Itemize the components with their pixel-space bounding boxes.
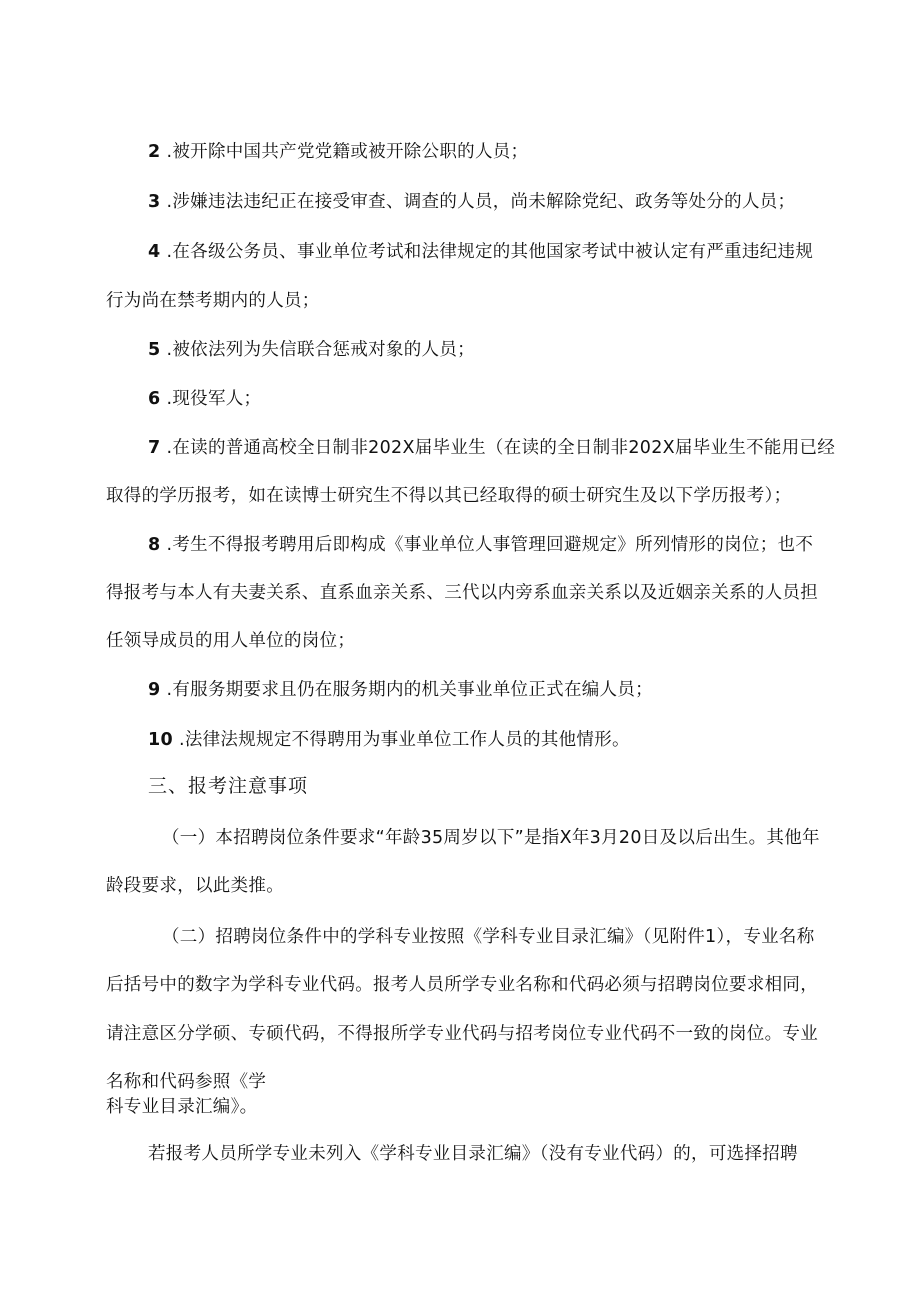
item-number: 5 (148, 340, 161, 360)
list-item-continuation: 任领导成员的用人单位的岗位； (106, 631, 356, 651)
list-item (148, 678, 846, 702)
list-item (148, 190, 846, 214)
list-item (148, 387, 846, 411)
item-text: .在读的普通高校全日制非202X届毕业生（在读的全日制非202X届毕业生不能用已经 (166, 438, 836, 458)
list-item (148, 436, 846, 460)
item-text: .现役军人； (166, 389, 262, 409)
list-item-continuation: 行为尚在禁考期内的人员； (106, 291, 320, 311)
list-item (148, 240, 846, 264)
item-text: .被依法列为失信联合惩戒对象的人员； (166, 340, 475, 360)
item-text: .法律法规规定不得聘用为事业单位工作人员的其他情形。 (178, 730, 630, 750)
list-item (148, 533, 846, 557)
section-heading: 三、报考注意事项 (148, 775, 309, 797)
item-number: 8 (148, 535, 161, 555)
paragraph-line: 后括号中的数字为学科专业代码。报考人员所学专业名称和代码必须与招聘岗位要求相同， (106, 975, 818, 995)
paragraph-line: （一）本招聘岗位条件要求“年龄35周岁以下”是指X年3月20日及以后出生。其他年 (162, 828, 820, 848)
item-number: 10 (148, 730, 173, 750)
item-text: .在各级公务员、事业单位考试和法律规定的其他国家考试中被认定有严重违纪违规 (166, 242, 814, 262)
item-text: .涉嫌违法违纪正在接受审查、调查的人员，尚未解除党纪、政务等处分的人员； (166, 192, 796, 212)
paragraph-line: 龄段要求，以此类推。 (106, 876, 284, 896)
item-text: .有服务期要求且仍在服务期内的机关事业单位正式在编人员； (166, 680, 653, 700)
item-text: .考生不得报考聘用后即构成《事业单位人事管理回避规定》所列情形的岗位；也不 (166, 535, 814, 555)
item-number: 7 (148, 438, 161, 458)
list-item (148, 338, 846, 362)
list-item-continuation: 取得的学历报考，如在读博士研究生不得以其已经取得的硕士研究生及以下学历报考）； (106, 486, 792, 506)
paragraph-line: 名称和代码参照《学 (106, 1072, 267, 1092)
list-item (148, 728, 846, 752)
list-item (148, 140, 846, 164)
paragraph-line: （二）招聘岗位条件中的学科专业按照《学科专业目录汇编》（见附件1），专业名称 (162, 927, 815, 947)
item-number: 4 (148, 242, 161, 262)
list-item-continuation: 得报考与本人有夫妻关系、直系血亲关系、三代以内旁系血亲关系以及近姻亲关系的人员担 (106, 583, 818, 603)
paragraph-line: 若报考人员所学专业未列入《学科专业目录汇编》（没有专业代码）的，可选择招聘 (148, 1144, 798, 1164)
paragraph-line: 科专业目录汇编》。 (106, 1097, 258, 1117)
item-number: 2 (148, 142, 161, 162)
paragraph-line: 请注意区分学硕、专硕代码，不得报所学专业代码与招考岗位专业代码不一致的岗位。专业 (106, 1024, 818, 1044)
item-number: 9 (148, 680, 161, 700)
item-number: 6 (148, 389, 161, 409)
item-number: 3 (148, 192, 161, 212)
item-text: .被开除中国共产党党籍或被开除公职的人员； (166, 142, 529, 162)
